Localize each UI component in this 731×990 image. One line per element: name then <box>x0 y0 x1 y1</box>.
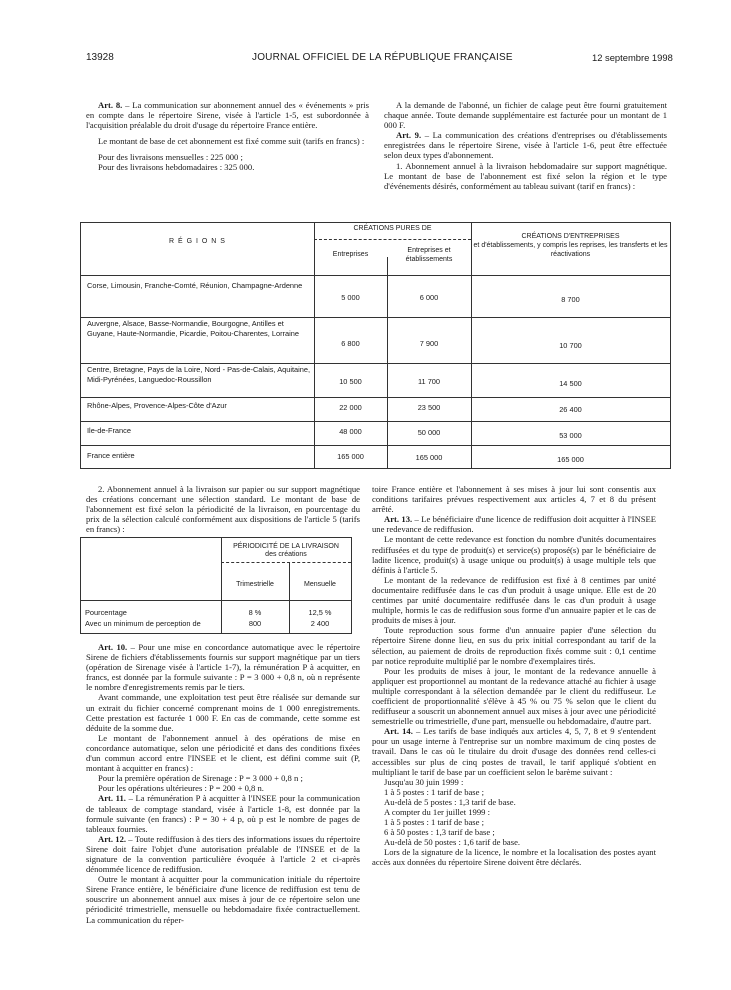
article-13-text: – Le bénéficiaire d'une licence de rediffusion doit acquitter à l'INSEE une redevance de rediffusion. <box>372 514 656 535</box>
paragraph: Toute reproduction sous forme d'un annuaire papier d'une sélection du répertoire Sirene donne lieu, en sus du prix initial correspondant au tarif de la sélection, au paiement de droits de reproduction fixés comme suit : 0,1 centime par notice reproduite multiplié par le nombre d'exemplaires tirés. <box>372 625 656 666</box>
article-12-text: – Toute rediffusion à des tiers des informations issues du répertoire Sirene doit faire l'objet d'une autorisation préalable de l'INSEE et de la signature de la convention particulière évoquée à l'article 2 et ci-après dénommée licence de rediffusion. <box>86 833 361 875</box>
list-item: 1 à 5 postes : 1 tarif de base ; <box>384 817 484 828</box>
cell-value: 165 000 <box>557 455 584 464</box>
cell-value: 6 000 <box>419 293 439 302</box>
article-8 <box>86 100 369 130</box>
paragraph: Pour les opérations ultérieures : P = 200 + 0,8 n. <box>98 783 264 794</box>
header-periodicite: PÉRIODICITÉ DE LA LIVRAISON <box>233 543 339 550</box>
cell-value: 14 500 <box>559 379 582 388</box>
bottom-right-column <box>372 484 656 868</box>
periodicity-table <box>80 537 352 634</box>
row-label: France entière <box>87 451 135 460</box>
article-11 <box>86 793 360 833</box>
article-8-text: – La communication sur abonnement annuel des « événements » pris en compte dans le répertoire Sirene, visée à l'article 1-5, est subordonnée à l'acquisition préalable du droit d'usage du répertoire France entière. <box>86 100 369 131</box>
cell-value: 22 000 <box>339 403 362 412</box>
paragraph: Le montant de l'abonnement annuel à des opérations de mise en concordance automatique, selon une périodicité et dans des conditions fixées d'un commun accord entre l'INSEE et le client, est défini comme suit (P, montant à acquitter en francs) : <box>86 732 360 774</box>
header-periodicite-sub: des créations <box>265 551 307 558</box>
paragraph: toire France entière et l'abonnement à ses mises à jour lui sont consentis aux conditions tarifaires prévues respectivement aux articles 4, 7 et 8 du présent arrêté. <box>372 484 656 515</box>
paragraph: Le montant de base de cet abonnement est fixé comme suit (tarifs en francs) : <box>98 136 365 147</box>
article-9 <box>384 130 667 160</box>
cell-value: 8 % <box>248 608 262 617</box>
list-item: 6 à 50 postes : 1,3 tarif de base ; <box>384 827 495 838</box>
cell-value: 165 000 <box>415 453 443 462</box>
cell-value: 12,5 % <box>308 608 332 617</box>
journal-title: JOURNAL OFFICIEL DE LA RÉPUBLIQUE FRANÇAISE <box>252 52 513 63</box>
list-item: Jusqu'au 30 juin 1999 : <box>384 776 464 787</box>
cell-value: 53 000 <box>559 431 582 440</box>
paragraph: Pour la première opération de Sirenage : P = 3 000 + 0,8 n ; <box>98 773 303 784</box>
header-mensuelle: Mensuelle <box>304 581 336 588</box>
paragraph: Pour des livraisons hebdomadaires : 325 000. <box>98 162 255 173</box>
article-10-text: – Pour une mise en concordance automatique avec le répertoire Sirene de fichiers d'établissements fournis sur support magnétique par un tiers (opération de Sirenage visée à l'article 1-7), la rémunération P à acquitter, en francs, est donnée par la formule suivante : P = 3 000 + 0,8 n, où n représente le nombre d'enregistrements remis par le tiers. <box>86 642 360 693</box>
article-13 <box>372 514 656 534</box>
list-item: 1 à 5 postes : 1 tarif de base ; <box>384 786 484 797</box>
article-10 <box>86 642 360 692</box>
cell-value: 5 000 <box>341 293 360 302</box>
paragraph: Le montant de cette redevance est fonction du nombre d'unités documentaires rediffusées et du type de produit(s) et service(s) proposé(s) par le bénéficiaire de ladite licence, produit(s) à usage unique ou produit(s) à usage multiple tels que définis à l'article 5. <box>372 534 656 575</box>
article-8-label: Art. 8. <box>98 100 123 110</box>
paragraph: Avant commande, une exploitation test peut être réalisée sur demande sur un extrait du fichier concerné comprenant moins de 1 000 enregistrements. Cette prestation est facturée 1 000 F. En cas de commande, cette somme est déduite de la somme due. <box>86 692 360 733</box>
bottom-left-column <box>86 484 360 534</box>
article-10-label: Art. 10. <box>98 642 128 652</box>
header-entreprises-etablissements: Entreprises et établissements <box>405 247 453 263</box>
row-label: Rhône-Alpes, Provence-Alpes-Côte d'Azur <box>87 401 227 410</box>
cell-value: 6 800 <box>341 339 360 348</box>
paragraph: Lors de la signature de la licence, le nombre et la localisation des postes ayant accès aux données du répertoire Sirene doivent être déclarés. <box>372 847 656 868</box>
issue-date: 12 septembre 1998 <box>592 52 673 63</box>
paragraph: A la demande de l'abonné, un fichier de calage peut être fourni gratuitement chaque année. Toute demande supplémentaire est facturée pour un montant de 1 000 F. <box>384 100 667 131</box>
header-entreprises: Entreprises <box>332 251 369 258</box>
cell-value: 165 000 <box>337 452 364 461</box>
cell-value: 48 000 <box>339 427 362 436</box>
paragraph: Pour des livraisons mensuelles : 225 000 ; <box>98 152 243 163</box>
list-item: Au-delà de 50 postes : 1,6 tarif de base. <box>384 837 521 848</box>
article-12 <box>86 834 360 874</box>
page-number: 13928 <box>86 52 114 63</box>
paragraph: 1. Abonnement annuel à la livraison hebdomadaire sur support magnétique. Le montant de base de l'abonnement est fixé selon la région et le type d'événements désirés, conformément au tableau suivant (tarif en francs) : <box>384 160 667 191</box>
article-13-label: Art. 13. <box>384 514 413 525</box>
cell-value: 23 500 <box>417 403 441 412</box>
article-9-label: Art. 9. <box>396 130 422 141</box>
row-label: Centre, Bretagne, Pays de la Loire, Nord - Pas-de-Calais, Aquitaine, Midi-Pyrénées, Languedoc-Roussillon <box>87 365 311 384</box>
row-label: Pourcentage <box>85 608 127 617</box>
cell-value: 11 700 <box>417 377 441 386</box>
top-left-column <box>86 100 369 173</box>
header-trimestrielle: Trimestrielle <box>236 581 274 588</box>
list-item: A compter du 1er juillet 1999 : <box>384 807 490 817</box>
article-14-text: – Les tarifs de base indiqués aux articles 4, 5, 7, 8 et 9 s'entendent pour un usage interne à l'entreprise sur un nombre maximum de cinq postes de travail. Dans le cas où le titulaire du droit d'usage des données rend celles-ci accessibles sur plus de cinq postes de travail, le tarif appliqué s'obtient en multipliant le tarif de base par un coefficient selon le barème suivant : <box>372 726 657 777</box>
cell-value: 7 900 <box>419 339 439 348</box>
row-label: Avec un minimum de perception de <box>85 619 201 628</box>
regions-table <box>80 222 671 469</box>
cell-value: 800 <box>248 619 262 628</box>
row-label: Ile-de-France <box>87 426 131 435</box>
paragraph: Outre le montant à acquitter pour la communication initiale du répertoire Sirene France entière, le bénéficiaire d'une licence de rediffusion est tenu de souscrire un abonnement annuel aux mises à jour de ce répertoire selon une périodicité trimestrielle, mensuelle ou hebdomadaire fixée contractuellement. La communication du réper- <box>86 874 360 925</box>
cell-value: 8 700 <box>561 295 580 304</box>
paragraph: Pour les produits de mises à jour, le montant de la redevance annuelle à appliquer est proportionnel au montant de la redevance attaché au fichier à usage multiple correspondant à la sélection demandée par le client du rediffuseur. Le coefficient de proportionnalité s'élève à 45 % ou 75 % selon que le client du rediffuseur a souscrit un abonnement annuel aux mises à jour avec une périodicité semestrielle ou trimestrielle, d'une part, mensuelle ou hebdomadaire, d'autre part. <box>372 665 656 727</box>
article-11-text: – La rémunération P à acquitter à l'INSEE pour la communication de tableaux de comptage standard, visée à l'article 1-8, est donnée par la formule suivante (en francs) : P = 30 + 4 p, où p est le nombre de pages de tableaux fournies. <box>86 793 361 834</box>
cell-value: 50 000 <box>417 428 441 437</box>
article-9-text: – La communication des créations d'entreprises ou d'établissements enregistrées dans le répertoire Sirene, visée à l'article 1-6, peut être effectuée selon deux types d'abonnement. <box>384 130 668 161</box>
top-right-column <box>384 100 667 191</box>
paragraph: Le montant de la redevance de rediffusion est fixé à 8 centimes par unité documentaire rediffusée dans le cas d'un produit à usage unique. Elle est de 20 centimes par unité documentaire rediffusée dans le cas d'un produit à usage multiple, hormis le cas de rediffusion sous forme d'un annuaire papier et le cas de produits de mises à jour. <box>372 574 656 626</box>
cell-value: 26 400 <box>559 405 582 414</box>
cell-value: 2 400 <box>310 619 330 628</box>
article-14 <box>372 726 656 776</box>
header-regions: R É G I O N S <box>169 238 226 245</box>
bottom-left-column-cont <box>86 642 360 925</box>
row-label: Corse, Limousin, Franche-Comté, Réunion, Champagne-Ardenne <box>87 281 303 290</box>
paragraph: 2. Abonnement annuel à la livraison sur papier ou sur support magnétique des créations concernant une sélection standard. Le montant de base de l'abonnement est fixé selon la périodicité de la livraison, en pourcentage du prix de la sélection calculé conformément aux dispositions de l'article 5 (tarifs en francs) : <box>86 484 360 535</box>
header-creations-pures: CRÉATIONS PURES DE <box>353 225 432 232</box>
header-creations-subtitle: et d'établissements, y compris les reprises, les transferts et les réactivations <box>473 242 668 258</box>
cell-value: 10 700 <box>559 341 582 350</box>
article-11-label: Art. 11. <box>98 793 126 804</box>
article-14-label: Art. 14. <box>384 726 413 737</box>
article-12-label: Art. 12. <box>98 833 127 844</box>
row-label: Auvergne, Alsace, Basse-Normandie, Bourgogne, Antilles et Guyane, Haute-Normandie, Picardie, Poitou-Charentes, Lorraine <box>87 319 299 338</box>
header-creations-entreprises: CRÉATIONS D'ENTREPRISES <box>521 233 620 240</box>
cell-value: 10 500 <box>339 377 362 386</box>
list-item: Au-delà de 5 postes : 1,3 tarif de base. <box>384 796 516 807</box>
